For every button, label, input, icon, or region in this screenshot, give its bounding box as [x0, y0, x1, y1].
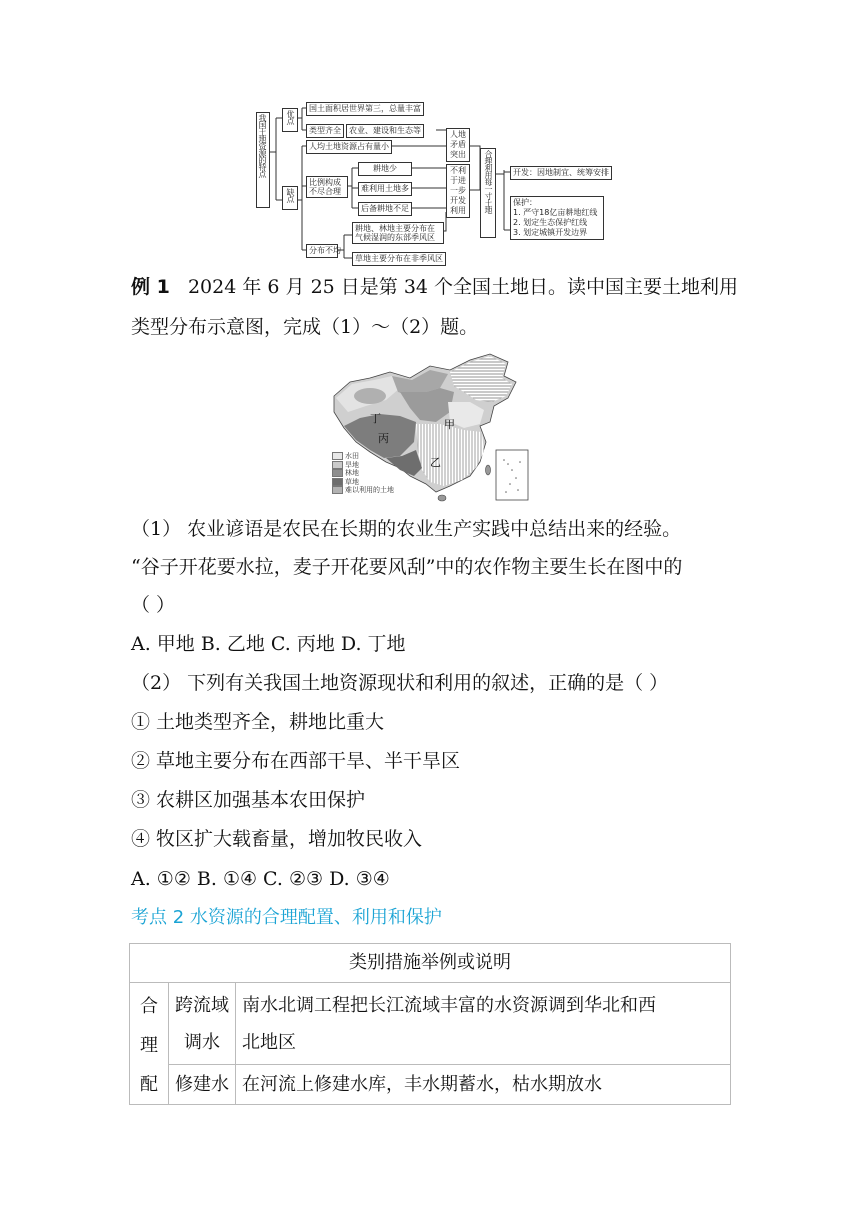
advantages-label: 优点: [282, 108, 298, 132]
mindmap-root: 我国土地资源的特点: [256, 112, 270, 208]
table-desc-cell: 在河流上修建水库，丰水期蓄水，枯水期放水: [236, 1065, 731, 1105]
table-row: [130, 1065, 731, 1105]
ratio-item-farmland: 耕地少: [358, 162, 412, 176]
land-resource-mindmap: [248, 100, 620, 268]
legend-item: [332, 452, 394, 461]
map-label-bing: 丙: [378, 432, 389, 445]
q1-stem-line-1: （1） 农业谚语是农民在长期的农业生产实践中总结出来的经验。: [131, 518, 682, 540]
legend-swatch: [332, 478, 343, 486]
legend-label: 水田: [345, 452, 359, 460]
measure-text: 调水: [184, 1032, 220, 1053]
q2-item-4: ④ 牧区扩大载畜量，增加牧民收入: [131, 828, 423, 850]
section-title: 考点 2 水资源的合理配置、利用和保护: [131, 907, 442, 928]
legend-label: 旱地: [345, 460, 359, 469]
desc-text: 北地区: [242, 1032, 296, 1053]
q2-options: A. ①② B. ①④ C. ②③ D. ③④: [131, 868, 390, 890]
q2-stem: （2） 下列有关我国土地资源现状和利用的叙述，正确的是（ ）: [131, 672, 669, 694]
q1-options: A. 甲地 B. 乙地 C. 丙地 D. 丁地: [131, 633, 406, 655]
hinder-box: 不利于进一步开发利用: [446, 164, 470, 218]
ratio-item-hard: 难利用土地多: [358, 182, 412, 196]
category-char: 理: [140, 1035, 158, 1056]
adv-item-total: 国土面积居世界第三，总量丰富: [306, 102, 424, 116]
legend-item: [332, 469, 394, 478]
map-legend: [332, 452, 394, 495]
legend-item: [332, 478, 394, 487]
category-char: 合: [140, 996, 158, 1017]
protect-item: 1. 严守18亿亩耕地红线: [513, 208, 598, 217]
legend-item: [332, 461, 394, 470]
conflict-box: 人地矛盾突出: [446, 128, 470, 162]
map-label-yi: 乙: [430, 456, 441, 469]
q2-item-2: ② 草地主要分布在西部干旱、半干旱区: [131, 750, 461, 772]
legend-item: [332, 486, 394, 495]
table-measure-cell: [169, 983, 236, 1065]
uneven-item-east: 耕地、林地主要分布在气候湿润的东部季风区: [352, 222, 444, 244]
uneven-item-west: 草地主要分布在非季风区: [352, 252, 446, 266]
protect-box: [510, 196, 604, 240]
table-header-row: [130, 944, 731, 983]
example-label: 例 1: [131, 276, 170, 298]
protect-item: 3. 划定城镇开发边界: [513, 228, 588, 237]
example-line-1: [131, 274, 738, 300]
ratio-item-reserve: 后备耕地不足: [358, 202, 412, 216]
desc-text: 南水北调工程把长江流域丰富的水资源调到华北和西: [242, 995, 656, 1016]
protect-title: 保护：: [513, 198, 537, 207]
q2-item-3: ③ 农耕区加强基本农田保护: [131, 789, 366, 811]
legend-label: 难以利用的土地: [345, 486, 394, 494]
ratio-box: 比例构成不尽合理: [306, 176, 348, 198]
legend-swatch: [332, 461, 343, 469]
legend-swatch: [332, 452, 343, 460]
table-desc-cell: [236, 983, 731, 1065]
measure-text: 跨流域: [175, 995, 229, 1016]
water-resource-table: [129, 943, 731, 1105]
category-char: 配: [140, 1074, 158, 1095]
adv-item-uses: 农业、建设和生态等: [346, 124, 424, 138]
per-capita-box: 人均土地资源占有量小: [306, 140, 392, 154]
map-label-ding: 丁: [370, 412, 381, 425]
legend-swatch: [332, 469, 343, 477]
protect-item: 2. 划定生态保护红线: [513, 218, 588, 227]
q1-stem-line-3: （ ）: [131, 594, 176, 616]
example-text-1: 2024 年 6 月 25 日是第 34 个全国土地日。读中国主要土地利用: [187, 276, 739, 298]
develop-box: 开发：因地制宜、统筹安排: [510, 166, 612, 180]
table-row: [130, 983, 731, 1065]
table-measure-cell: 修建水: [169, 1065, 236, 1105]
table-header: 类别措施举例或说明: [130, 944, 731, 983]
q2-item-1: ① 土地类型齐全，耕地比重大: [131, 711, 385, 733]
q1-stem-line-2: “谷子开花要水拉，麦子开花要风刮”中的农作物主要生长在图中的: [131, 556, 683, 578]
table-category: [130, 983, 169, 1105]
disadvantages-label: 缺点: [282, 186, 298, 210]
map-label-jia: 甲: [444, 418, 455, 431]
adv-item-types: 类型齐全: [306, 124, 344, 138]
legend-label: 草地: [345, 477, 359, 486]
legend-swatch: [332, 486, 343, 494]
uneven-box: 分布不均: [306, 244, 338, 258]
example-line-2: 类型分布示意图，完成（1）～（2）题。: [131, 316, 479, 338]
rational-use-box: 合理利用每一寸土地: [480, 148, 496, 238]
legend-label: 林地: [345, 469, 359, 477]
